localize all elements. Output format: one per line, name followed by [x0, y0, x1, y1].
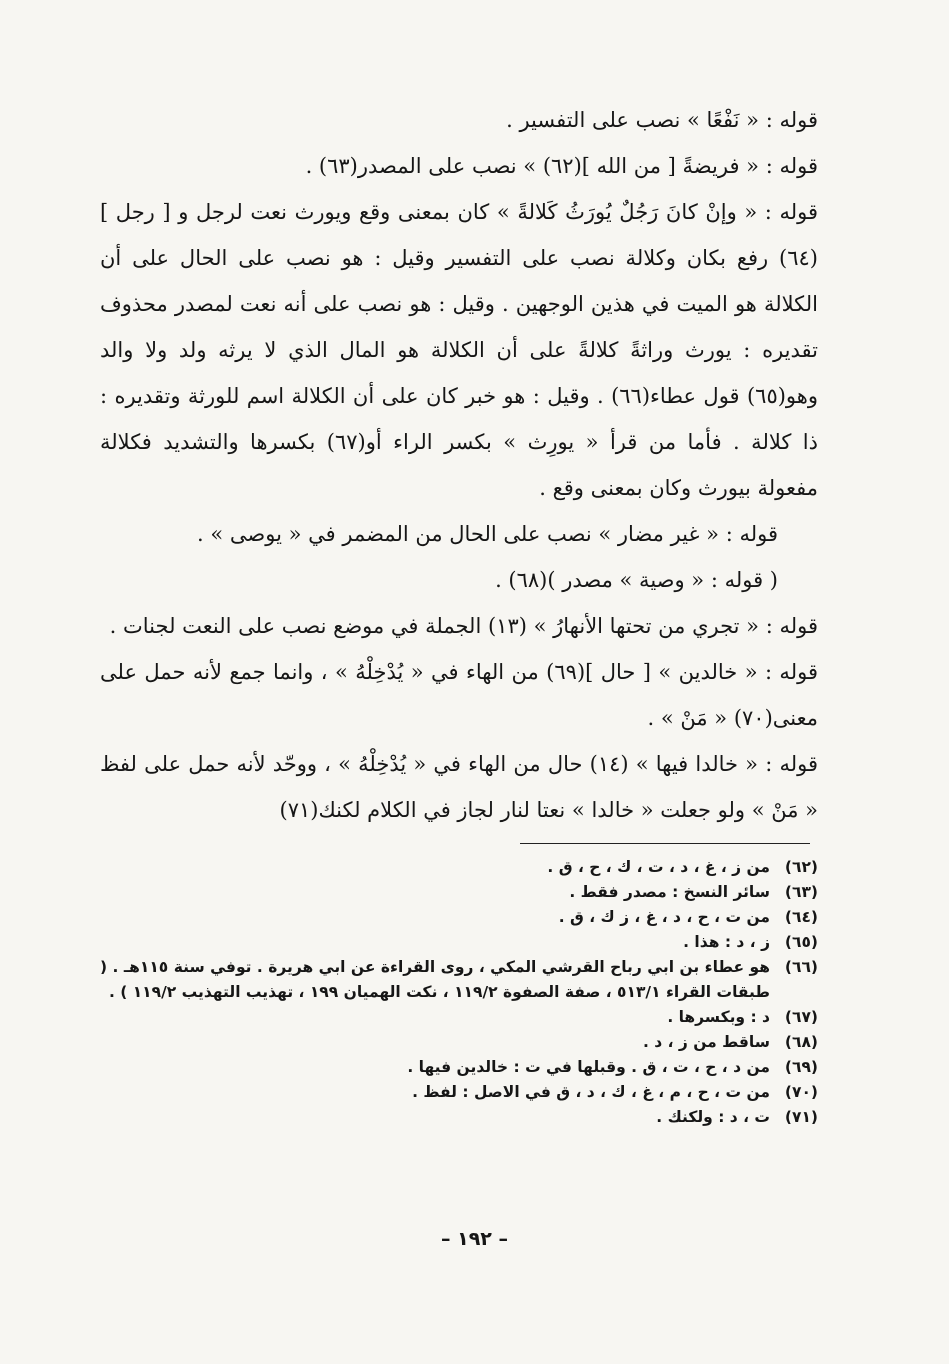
footnote	[100, 905, 818, 930]
footnote	[100, 1080, 818, 1105]
footnote-divider	[520, 843, 810, 844]
paragraph: قوله : « غير مضار » نصب على الحال من المضمر في « يوصى » .	[197, 522, 778, 546]
footnote	[100, 855, 818, 880]
footnote-text: سائر النسخ : مصدر فقط .	[569, 883, 770, 901]
paragraph: قوله : « وإنْ كانَ رَجُلٌ يُورَثُ كَلالةً » كان بمعنى وقع ويورث نعت لرجل و [ رجل ](٦٤) رفع بكان وكلالة نصب على التفسير وقيل : هو نصب على الحال على أن الكلالة هو الميت في هذين الوجهين . وقيل : هو نصب على أنه نعت لمصدر محذوف تقديره : يورث وراثةً كلالةً على أن الكلالة هو المال الذي لا يرثه ولد ولا والد وهو(٦٥) قول عطاء(٦٦) . وقيل : هو خبر كان على أن الكلالة اسم للورثة وتقديره : ذا كلالة . فأما من قرأ « يورِث » بكسر الراء أو(٦٧) بكسرها والتشديد فكلالة مفعولة بيورث وكان بمعنى وقع .	[100, 200, 818, 500]
footnote-number: (٦٥)	[784, 933, 818, 951]
footnote-text: د : وبكسرها .	[667, 1008, 770, 1026]
footnote-number: (٧١)	[784, 1108, 818, 1126]
footnote-number: (٦٨)	[784, 1033, 818, 1051]
footnote-text: ساقط من ز ، د .	[643, 1033, 770, 1051]
footnote	[100, 1030, 818, 1055]
footnote-number: (٦٧)	[784, 1008, 818, 1026]
footnote-text: هو عطاء بن ابي رباح القرشي المكي ، روى القراءة عن ابي هريرة . توفي سنة ١١٥هـ . ( طبقات القراء ٥١٣/١ ، صفة الصفوة ١١٩/٢ ، نكت الهميان ١٩٩ ، تهذيب التهذيب ١١٩/٢ ) .	[100, 958, 771, 1001]
footnote-number: (٦٩)	[784, 1058, 818, 1076]
footnote	[100, 930, 818, 955]
footnote-number: (٦٣)	[784, 883, 818, 901]
paragraph: قوله : « خالدين » [ حال ](٦٩) من الهاء في « يُدْخِلْهُ » ، وانما جمع لأنه حمل على معنى(٧٠) « مَنْ » .	[100, 660, 818, 730]
footnote-number: (٦٢)	[784, 858, 818, 876]
paragraph: قوله : « تجري من تحتها الأنهارُ » (١٣) الجملة في موضع نصب على النعت لجنات .	[109, 614, 818, 638]
footnote-text: من ت ، ح ، د ، غ ، ز ك ، ق .	[558, 908, 770, 926]
footnote-text: من ز ، غ ، د ، ت ، ك ، ح ، ق .	[547, 858, 770, 876]
footnote	[100, 1105, 818, 1130]
footnote-number: (٦٦)	[784, 958, 818, 976]
paragraph: قوله : « نَفْعًا » نصب على التفسير .	[506, 108, 818, 132]
footnote-text: ز ، د : هذا .	[683, 933, 770, 951]
footnote	[100, 1005, 818, 1030]
footnote	[100, 955, 818, 1005]
paragraph: ( قوله : « وصية » مصدر )(٦٨) .	[495, 568, 778, 592]
footnote	[100, 1055, 818, 1080]
paragraph: قوله : « فريضةً [ من الله ](٦٢) » نصب على المصدر(٦٣) .	[305, 154, 818, 178]
footnote-text: ت ، د : ولكنك .	[656, 1108, 770, 1126]
main-text	[100, 97, 818, 833]
footnotes	[100, 855, 818, 1130]
paragraph: قوله : « خالدا فيها » (١٤) حال من الهاء في « يُدْخِلْهُ » ، ووحّد لأنه حمل على لفظ « مَنْ » ولو جعلت « خالدا » نعتا لنار لجاز في الكلام لكنك(٧١)	[100, 752, 818, 822]
footnote-number: (٦٤)	[784, 908, 818, 926]
footnote	[100, 880, 818, 905]
footnote-text: من د ، ح ، ت ، ق . وقبلها في ت : خالدين فيها .	[407, 1058, 770, 1076]
footnote-number: (٧٠)	[784, 1083, 818, 1101]
page-number: – ١٩٢ –	[440, 1228, 509, 1250]
footnote-text: من ت ، ح ، م ، غ ، ك ، د ، ق في الاصل : لفظ .	[412, 1083, 770, 1101]
